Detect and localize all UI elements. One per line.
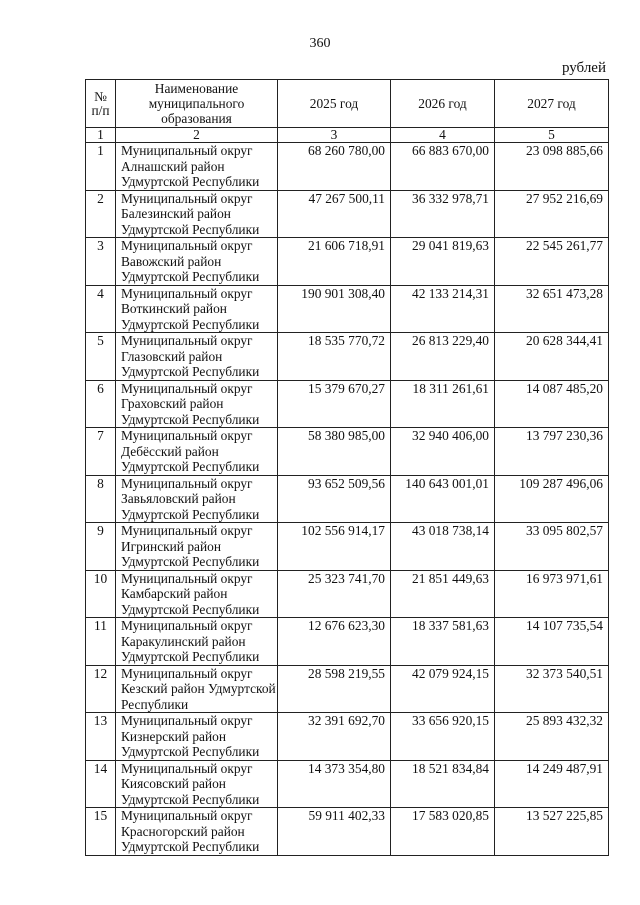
row-number: 3: [86, 238, 116, 286]
amount-2026: 66 883 670,00: [391, 143, 495, 191]
municipality-name: Муниципальный округ Воткинский район Удмуртской Республики: [116, 285, 278, 333]
page-number: 360: [309, 36, 331, 51]
table-row: [86, 713, 609, 761]
row-number: 7: [86, 428, 116, 476]
table-row: [86, 665, 609, 713]
table-row: [86, 190, 609, 238]
municipality-name: Муниципальный округ Красногорский район Удмуртской Республики: [116, 808, 278, 856]
header-number: [86, 80, 116, 128]
table-row: [86, 570, 609, 618]
amount-2025: 68 260 780,00: [278, 143, 391, 191]
table-row: [86, 143, 609, 191]
amount-2025: 32 391 692,70: [278, 713, 391, 761]
row-number: 5: [86, 333, 116, 381]
row-number: 6: [86, 380, 116, 428]
amount-2026: 140 643 001,01: [391, 475, 495, 523]
amount-2025: 18 535 770,72: [278, 333, 391, 381]
column-index: 5: [495, 128, 609, 143]
table-row: [86, 523, 609, 571]
budget-table: [85, 79, 609, 856]
amount-2027: 32 651 473,28: [495, 285, 609, 333]
municipality-name: Муниципальный округ Алнашский район Удмуртской Республики: [116, 143, 278, 191]
amount-2025: 25 323 741,70: [278, 570, 391, 618]
municipality-name: Муниципальный округ Кизнерский район Удмуртской Республики: [116, 713, 278, 761]
amount-2025: 47 267 500,11: [278, 190, 391, 238]
header-row: [86, 80, 609, 128]
amount-2027: 14 107 735,54: [495, 618, 609, 666]
header-number-symbol: №: [94, 88, 107, 104]
header-2026: 2026 год: [391, 80, 495, 128]
amount-2025: 14 373 354,80: [278, 760, 391, 808]
amount-2026: 21 851 449,63: [391, 570, 495, 618]
column-index: 3: [278, 128, 391, 143]
amount-2026: 43 018 738,14: [391, 523, 495, 571]
amount-2026: 26 813 229,40: [391, 333, 495, 381]
amount-2026: 29 041 819,63: [391, 238, 495, 286]
row-number: 13: [86, 713, 116, 761]
row-number: 11: [86, 618, 116, 666]
units-label: рублей: [561, 60, 606, 76]
municipality-name: Муниципальный округ Балезинский район Удмуртской Республики: [116, 190, 278, 238]
table-row: [86, 333, 609, 381]
municipality-name: Муниципальный округ Игринский район Удмуртской Республики: [116, 523, 278, 571]
amount-2027: 20 628 344,41: [495, 333, 609, 381]
municipality-name: Муниципальный округ Граховский район Удмуртской Республики: [116, 380, 278, 428]
amount-2026: 33 656 920,15: [391, 713, 495, 761]
table-row: [86, 428, 609, 476]
amount-2025: 59 911 402,33: [278, 808, 391, 856]
row-number: 10: [86, 570, 116, 618]
table-row: [86, 238, 609, 286]
row-number: 15: [86, 808, 116, 856]
row-number: 4: [86, 285, 116, 333]
table-row: [86, 285, 609, 333]
row-number: 8: [86, 475, 116, 523]
amount-2026: 32 940 406,00: [391, 428, 495, 476]
amount-2025: 21 606 718,91: [278, 238, 391, 286]
table-row: [86, 380, 609, 428]
amount-2026: 42 079 924,15: [391, 665, 495, 713]
header-2027: 2027 год: [495, 80, 609, 128]
row-number: 14: [86, 760, 116, 808]
amount-2025: 15 379 670,27: [278, 380, 391, 428]
amount-2027: 109 287 496,06: [495, 475, 609, 523]
row-number: 9: [86, 523, 116, 571]
amount-2026: 42 133 214,31: [391, 285, 495, 333]
amount-2027: 14 087 485,20: [495, 380, 609, 428]
amount-2027: 27 952 216,69: [495, 190, 609, 238]
amount-2026: 36 332 978,71: [391, 190, 495, 238]
amount-2025: 12 676 623,30: [278, 618, 391, 666]
municipality-name: Муниципальный округ Глазовский район Удмуртской Республики: [116, 333, 278, 381]
amount-2027: 13 527 225,85: [495, 808, 609, 856]
amount-2026: 17 583 020,85: [391, 808, 495, 856]
amount-2025: 58 380 985,00: [278, 428, 391, 476]
amount-2027: 33 095 802,57: [495, 523, 609, 571]
municipality-name: Муниципальный округ Киясовский район Удмуртской Республики: [116, 760, 278, 808]
amount-2027: 23 098 885,66: [495, 143, 609, 191]
amount-2027: 32 373 540,51: [495, 665, 609, 713]
column-index: 4: [391, 128, 495, 143]
municipality-name: Муниципальный округ Завьяловский район Удмуртской Республики: [116, 475, 278, 523]
table-row: [86, 618, 609, 666]
amount-2027: 22 545 261,77: [495, 238, 609, 286]
amount-2026: 18 521 834,84: [391, 760, 495, 808]
table-row: [86, 475, 609, 523]
municipality-name: Муниципальный округ Камбарский район Удмуртской Республики: [116, 570, 278, 618]
amount-2027: 13 797 230,36: [495, 428, 609, 476]
column-index-row: [86, 128, 609, 143]
amount-2027: 16 973 971,61: [495, 570, 609, 618]
header-number-pp: п/п: [91, 102, 110, 118]
amount-2025: 102 556 914,17: [278, 523, 391, 571]
column-index: 1: [86, 128, 116, 143]
table-row: [86, 808, 609, 856]
municipality-name: Муниципальный округ Кезский район Удмуртской Республики: [116, 665, 278, 713]
amount-2027: 25 893 432,32: [495, 713, 609, 761]
municipality-name: Муниципальный округ Каракулинский район Удмуртской Республики: [116, 618, 278, 666]
table-row: [86, 760, 609, 808]
header-name: Наименование муниципального образования: [116, 80, 278, 128]
column-index: 2: [116, 128, 278, 143]
row-number: 2: [86, 190, 116, 238]
amount-2025: 93 652 509,56: [278, 475, 391, 523]
row-number: 12: [86, 665, 116, 713]
amount-2025: 28 598 219,55: [278, 665, 391, 713]
row-number: 1: [86, 143, 116, 191]
header-2025: 2025 год: [278, 80, 391, 128]
municipality-name: Муниципальный округ Дебёсский район Удмуртской Республики: [116, 428, 278, 476]
amount-2025: 190 901 308,40: [278, 285, 391, 333]
amount-2026: 18 311 261,61: [391, 380, 495, 428]
amount-2027: 14 249 487,91: [495, 760, 609, 808]
municipality-name: Муниципальный округ Вавожский район Удмуртской Республики: [116, 238, 278, 286]
amount-2026: 18 337 581,63: [391, 618, 495, 666]
